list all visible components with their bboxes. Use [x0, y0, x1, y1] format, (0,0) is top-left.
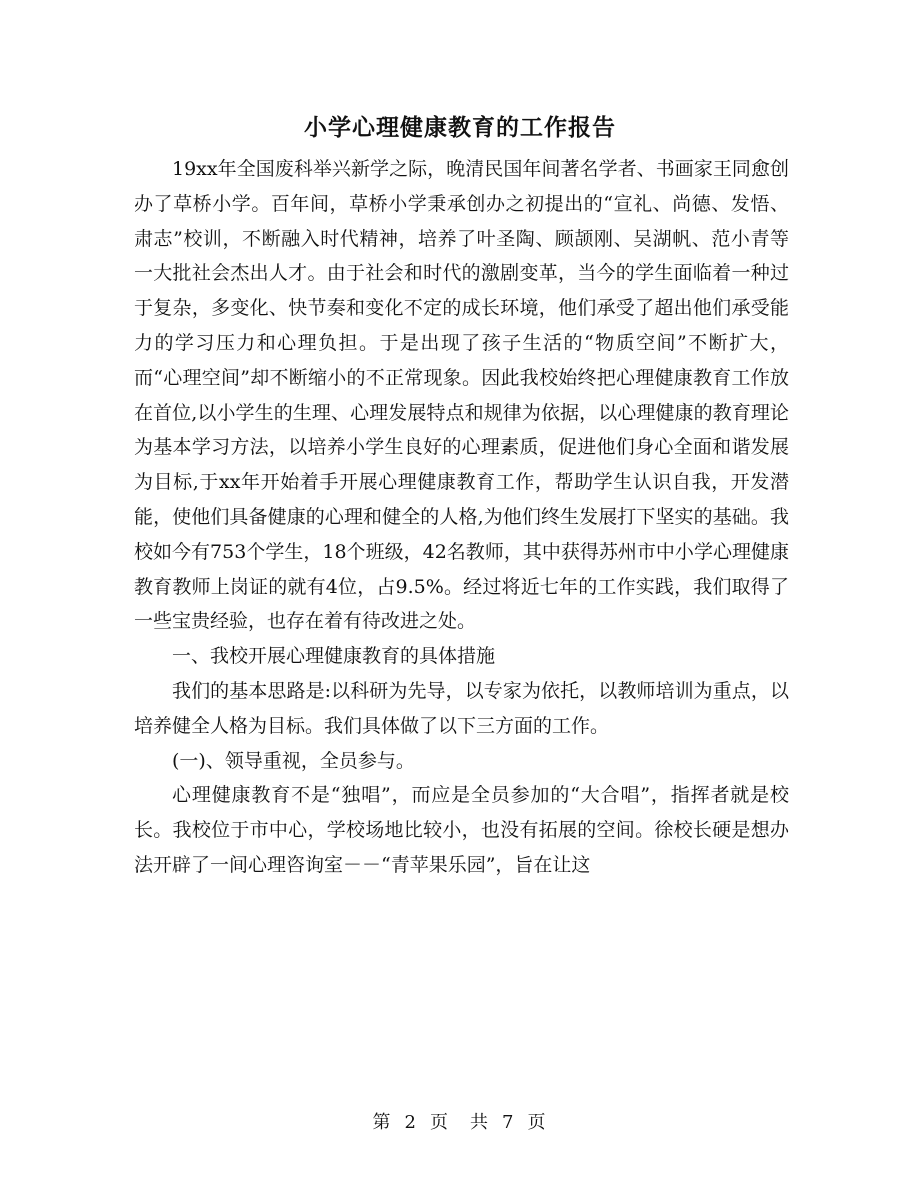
- page-footer: [0, 1108, 920, 1138]
- body-paragraph-leadership: 心理健康教育不是“独唱”，而应是全员参加的“大合唱”，指挥者就是校长。我校位于市中心，学校场地比较小，也没有拓展的空间。徐校长硬是想办法开辟了一间心理咨询室－－“青苹果乐园”，旨在让这: [134, 784, 789, 876]
- section-heading-measures: 一、我校开展心理健康教育的具体措施: [172, 645, 496, 668]
- footer-middle: 页 共: [430, 1112, 490, 1133]
- body-paragraph-approach: 我们的基本思路是:以科研为先导，以专家为依托，以教师培训为重点，以培养健全人格为目标。我们具体做了以下三方面的工作。: [134, 679, 789, 737]
- footer-suffix: 页: [527, 1112, 548, 1133]
- body-paragraph-intro: 19xx年全国废科举兴新学之际，晚清民国年间著名学者、书画家王同愈创办了草桥小学。百年间，草桥小学秉承创办之初提出的“宣礼、尚德、发悟、肃志”校训，不断融入时代精神，培养了叶圣陶、顾颉刚、吴湖帆、范小青等一大批社会杰出人才。由于社会和时代的激剧变革，当今的学生面临着一种过于复杂，多变化、快节奏和变化不定的成长环境，他们承受了超出他们承受能力的学习压力和心理负担。于是出现了孩子生活的“物质空间”不断扩大，而“心理空间”却不断缩小的不正常现象。因此我校始终把心理健康教育工作放在首位,以小学生的生理、心理发展特点和规律为依据，以心理健康的教育理论为基本学习方法，以培养小学生良好的心理素质，促进他们身心全面和谐发展为目标,于xx年开始着手开展心理健康教育工作，帮助学生认识自我，开发潜能，使他们具备健康的心理和健全的人格,为他们终生发展打下坚实的基础。我校如今有753个学生，18个班级，42名教师，其中获得苏州市中小学心理健康教育教师上岗证的就有4位，占9.5%。经过将近七年的工作实践，我们取得了一些宝贵经验，也存在着有待改进之处。: [134, 158, 789, 633]
- footer-current-page: 2: [404, 1112, 418, 1133]
- footer-prefix: 第: [372, 1112, 393, 1133]
- document-title: 小学心理健康教育的工作报告: [304, 114, 616, 141]
- subsection-heading-leadership: (一)、领导重视，全员参与。: [172, 749, 415, 772]
- document-body: [134, 152, 789, 883]
- footer-total-pages: 7: [502, 1112, 516, 1133]
